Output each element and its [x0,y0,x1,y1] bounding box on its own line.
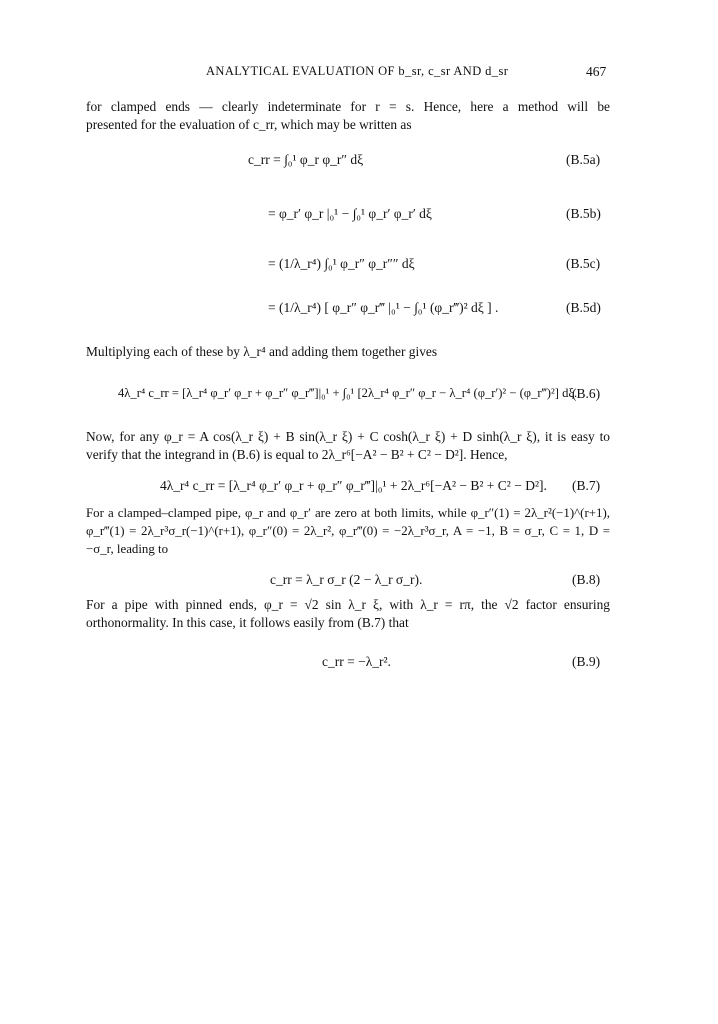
equation-b5a: c_rr = ∫₀¹ φ_r φ_r″ dξ [248,152,364,167]
equation-number: (B.8) [572,572,601,587]
equation-number: (B.5b) [566,206,601,221]
text-line: verify that the integrand in (B.6) is equal to 2λ_r⁶[−A² − B² + C² − D²]. Hence, [86,447,508,462]
paragraph-clamped [86,504,610,558]
equation-number: (B.5d) [566,300,601,315]
paragraph-pinned [86,596,610,632]
equation-b5b: = φ_r′ φ_r |₀¹ − ∫₀¹ φ_r′ φ_r′ dξ [268,206,432,221]
paragraph-multiplying [86,343,610,361]
page-number: 467 [586,64,607,79]
text-line: For a clamped–clamped pipe, φ_r and φ_r′ are zero at both limits, while φ_r″(1) = 2λ_r²(−1)^(r+1), [86,506,610,520]
text-line: Now, for any φ_r = A cos(λ_r ξ) + B sin(λ_r ξ) + C cosh(λ_r ξ) + D sinh(λ_r ξ), it is easy to [86,429,610,444]
equation-b7: 4λ_r⁴ c_rr = [λ_r⁴ φ_r′ φ_r + φ_r″ φ_r‴]|₀¹ + 2λ_r⁶[−A² − B² + C² − D²]. [160,478,547,493]
text-line: presented for the evaluation of c_rr, which may be written as [86,117,412,132]
text-line: φ_r‴(1) = 2λ_r³σ_r(−1)^(r+1), φ_r″(0) = 2λ_r², φ_r‴(0) = −2λ_r³σ_r, A = −1, B = σ_r, C = 1, D = [86,524,610,538]
paragraph-intro [86,98,610,134]
equation-b6: 4λ_r⁴ c_rr = [λ_r⁴ φ_r′ φ_r + φ_r″ φ_r‴]|₀¹ + ∫₀¹ [2λ_r⁴ φ_r″ φ_r − λ_r⁴ (φ_r′)² − (φ_r‴)²] dξ. [118,386,578,400]
equation-b8: c_rr = λ_r σ_r (2 − λ_r σ_r). [270,572,423,587]
equation-number: (B.5a) [566,152,601,167]
text-line: Multiplying each of these by λ_r⁴ and adding them together gives [86,344,438,359]
equation-number: (B.9) [572,654,601,669]
text-line: For a pipe with pinned ends, φ_r = √2 sin λ_r ξ, with λ_r = rπ, the √2 factor ensuring [86,597,610,612]
equation-number: (B.6) [572,386,601,401]
equation-number: (B.7) [572,478,601,493]
equation-b9: c_rr = −λ_r². [322,654,391,669]
equation-b5d: = (1/λ_r⁴) [ φ_r″ φ_r‴ |₀¹ − ∫₀¹ (φ_r‴)² dξ ] . [268,300,499,315]
equation-b5c: = (1/λ_r⁴) ∫₀¹ φ_r″ φ_r″″ dξ [268,256,415,271]
text-line: for clamped ends — clearly indeterminate for r = s. Hence, here a method will be [86,99,610,114]
equation-number: (B.5c) [566,256,601,271]
running-title: ANALYTICAL EVALUATION OF b_sr, c_sr AND d_sr [206,64,509,78]
page-header [0,64,718,86]
paragraph-integrand [86,428,610,464]
text-line: orthonormality. In this case, it follows easily from (B.7) that [86,615,409,630]
text-line: −σ_r, leading to [86,542,169,556]
